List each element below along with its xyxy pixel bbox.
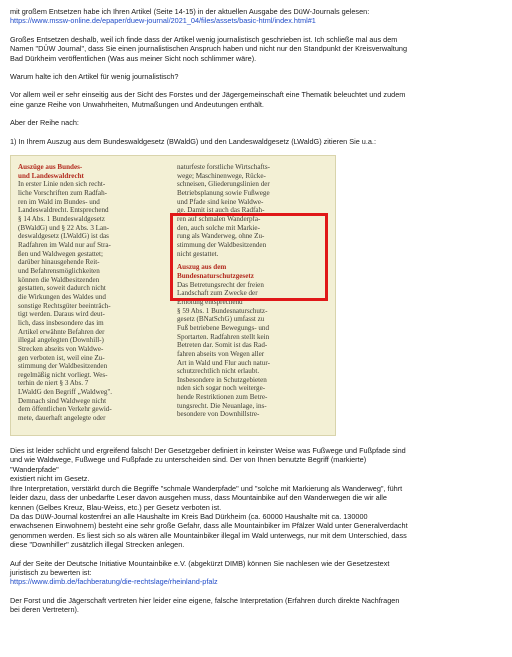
clipping-text-line: gestatten, soweit dadurch nicht [18,284,106,293]
clipping-text-line: Radfahren im Wald nur auf Stra- [18,240,111,249]
paragraph-6: Dies ist leider schlicht und ergreifend falsch! Der Gesetzgeber definiert in keinster Weise was Fußwege und Fußpfade sind und wie Waldwege, Fußwege und Fußpfade zu unterscheiden sind. Der von Ihnen benutzte Begriff (markierte) "Wanderpfade" existiert nicht im Gesetz. Ihre Interpretation, verstärkt durch die Begriffe "schmale Wanderpfade" und "solche mit Markierung als Wanderweg", führt leider dazu, dass der unbedarfte Leser davon ausgehen muss, dass Mountainbike auf den Wanderwegen die wir alle kennen (Gelbes Kreuz, Blau-Weiss, etc.) per Gesetz verboten ist. Da das DüW-Journal kostenfrei an alle Haushalte im Kreis Bad Dürkheim (ca. 60000 Haushalte mit ca. 130000 erwachsenen Einwohnern) besteht eine sehr große Gefahr, dass alle Mountainbiker im Pfälzer Wald unter Generalverdacht genommen werden. Es liest sich so als wären alle Mountainbiker illegal im Wald unterwegs, nur mit dem Unterschied, dass diese "Downhiller" zusätzlich illegal Strecken anlegen. [10,446,408,550]
highlight-marker [170,213,328,301]
paragraph-1: Großes Entsetzen deshalb, weil ich finde dass der Artikel wenig journalistisch geschrieben ist. Ich schließe mal aus dem Namen "DÜW Journal", dass Sie einen journalistischen Anspruch haben und nicht nur den Standpunkt der Kreisverwaltung Bad Dürkheim veröffentlichen (Was aus meiner Sicht noch schlimmer wäre). [10,34,408,63]
clipping-text-line: § 59 Abs. 1 Bundesnaturschutz- [177,306,268,315]
newspaper-clipping-image [10,155,336,436]
clipping-text-line: besondere von Downhillstre- [177,410,260,419]
clipping-heading-right: Auszug aus dem [177,263,227,272]
clipping-text-line: die Wirkungen des Waldes und [18,292,106,301]
clipping-text-line: gen verboten ist, weil eine Zu- [18,353,105,362]
clipping-text-line: Sportarten. Radfahren stellt kein [177,332,270,341]
clipping-text-line: dem öffentlichen Verkehr gewid- [18,405,112,414]
clipping-text-line: ge. Damit ist auch das Radfah- [177,206,265,215]
clipping-heading-left: Auszüge aus Bundes- [18,163,83,172]
dimb-link[interactable]: https://www.dimb.de/fachberatung/die-rechtslage/rheinland-pfalz [10,577,218,587]
paragraph-4: Aber der Reihe nach: [10,118,79,128]
clipping-text-line: stimmung der Waldbesitzenden [18,362,108,371]
clipping-text-line: ren auf schmalen Wanderpfa- [177,215,261,223]
clipping-text-line: fahren abseits von Wegen aller [177,349,265,358]
clipping-text-line: In erster Linie nden sich recht- [18,180,106,189]
paragraph-3: Vor allem weil er sehr einseitig aus der Sicht des Forstes und der Jägergemeinschaft eine Thematik beleuchtet und zudem eine ganze Reihe von Unwahrheiten, Mutmaßungen und Andeutungen enthält. [10,90,406,109]
clipping-text-line: rung als Wanderweg, ohne Zu- [177,232,265,241]
clipping-text-line: Betriebsplanung sowie Fußwege [177,189,270,198]
clipping-text-line: hende Restriktionen zum Betre- [177,393,268,402]
paragraph-8: Der Forst und die Jägerschaft vertreten hier leider eine eigene, falsche Interpretation (Erfahren durch direkte Nachfragen bei deren Vertretern). [10,595,400,615]
clipping-text-line: Strecken abseits von Waldwe- [18,344,104,353]
clipping-right-body [177,281,322,420]
clipping-text-line: ren im Wald im Bundes- und [18,197,100,206]
clipping-text-line: liche Vorschriften zum Radfah- [18,189,107,198]
clipping-text-line: illegal angelegten (Downhill-) [18,336,104,345]
clipping-text-line: schutzrechtlich nicht erlaubt. [177,367,260,376]
clipping-text-line: Landeswaldrecht. Entsprechend [18,206,109,215]
paragraph-5: 1) In Ihrem Auszug aus dem Bundeswaldgesetz (BWaldG) und den Landeswaldgesetz (LWaldG) zitieren Sie u.a.: [10,136,376,146]
clipping-text-line: terhin de niert § 3 Abs. 7 [18,379,89,388]
clipping-text-line: LWaldG den Begriff „Waldweg". [18,388,113,397]
clipping-text-line: tigt werden. Daraus wird deut- [18,310,105,319]
clipping-text-line: Erholung entsprechend [177,297,243,306]
clipping-text-line: können die Waldbesitzenden [18,275,100,284]
clipping-text-line: den, auch solche mit Markie- [177,223,260,232]
clipping-text-line: Landschaft zum Zwecke der [177,289,258,298]
intro-line: mit großem Entsetzen habe ich Ihren Artikel (Seite 14-15) in der aktuellen Ausgabe des DüW-Journals gelesen: [10,7,370,16]
clipping-text-line: und Pfade sind keine Waldwe- [177,197,264,206]
clipping-text-line: deswaldgesetz (LWaldG) ist das [18,232,109,241]
paragraph-7: Auf der Seite der Deutsche Initiative Mountainbike e.V. (abgekürzt DIMB) können Sie nachlesen wie der Gesetzestext juristisch zu bewerten ist: https://www.dimb.de/fachberatung/die-rechtslage/rheinland-pfalz [10,558,390,587]
clipping-text-line: Artikel erwähnte Befahren der [18,327,105,336]
clipping-text-line: lich, dass insbesondere das im [18,318,104,327]
clipping-text-line: Fuß betriebene Bewegungs- und [177,323,270,332]
clipping-text-line: tungsrecht. Die Neuanlage, ins- [177,401,267,410]
clipping-text-line: ßen und Waldwegen gestattet; [18,249,103,258]
clipping-text-line: sonstige Rechtsgüter beeinträch- [18,301,111,310]
clipping-text-line: stimmung der Waldbesitzenden [177,240,267,249]
clipping-text-line: wege; Maschinenwege, Rücke- [177,171,266,180]
clipping-text-line: (BWaldG) und § 22 Abs. 3 Lan- [18,223,110,232]
clipping-text-line: Demnach sind Waldwege nicht [18,396,107,405]
clipping-text-line: nden sich sogar noch weiterge- [177,384,266,393]
clipping-text-line: darüber hinausgehende Reit- [18,258,100,267]
journal-link[interactable]: https://www.mssw-online.de/epaper/duew-journal/2021_04/files/assets/basic-html/index.html#1 [10,16,316,26]
clipping-text-line: nicht gestattet. [177,249,219,258]
clipping-text-line: Insbesondere in Schutzgebieten [177,375,267,384]
clipping-right-column: naturfeste forstliche Wirtschafts- wege; Maschinenwege, Rücke- schneisen, Gliederungslinien der Betriebsplanung sowie Fußwege und Pfade sind keine Waldwe- ge. Damit ist auch das Radfah- ren auf schmalen Wanderpfa- den, auch solche mit Markie- rung als Wanderweg, ohne Zu- stimmung der Waldbesitzenden nicht gestattet. Auszug aus dem Bundesnaturschutzgesetz Das Betretungsrecht der freien Landschaft zum Zwecke der Erholung entsprechend § 59 Abs. 1 Bundesnaturschutz- gesetz (BNatSchG) umfasst zu Fuß betriebene Bewegungs- und Sportarten. Radfahren stellt kein Betreten dar. Somit ist das Rad- fahren abseits von Wegen aller Art in Wald und Flur auch natur- schutzrechtlich nicht erlaubt. Insbesondere in Schutzgebieten nden sich sogar noch weiterge- hende Restriktionen zum Betre- tungsrecht. Die Neuanlage, ins- besondere von Downhillstre- [177,163,322,419]
clipping-text-line: regelmäßig nicht vorliegt. Wes- [18,370,108,379]
clipping-text-line: naturfeste forstliche Wirtschafts- [177,163,270,172]
clipping-text-line: und Befahrensmöglichkeiten [18,266,100,275]
paragraph-2: Warum halte ich den Artikel für wenig journalistisch? [10,72,179,82]
clipping-text-line: Betreten dar. Somit ist das Rad- [177,341,268,350]
clipping-text-line: gesetz (BNatSchG) umfasst zu [177,315,265,324]
clipping-left-body [18,180,163,422]
clipping-text-line: Art in Wald und Flur auch natur- [177,358,270,367]
clipping-text-line: mete, dauerhaft angelegte oder [18,414,106,423]
clipping-text-line: § 14 Abs. 1 Bundeswaldgesetz [18,215,105,223]
clipping-left-column: Auszüge aus Bundes- und Landeswaldrecht In erster Linie nden sich recht- liche Vorschriften zum Radfah- ren im Wald im Bundes- und Landeswaldrecht. Entsprechend § 14 Abs. 1 Bundeswaldgesetz (BWaldG) und § 22 Abs. 3 Lan- deswaldgesetz (LWaldG) ist das Radfahren im Wald nur auf Stra- ßen und Waldwegen gestattet; darüber hinausgehende Reit- und Befahrensmöglichkeiten können die Waldbesitzenden gestatten, soweit dadurch nicht die Wirkungen des Waldes und sonstige Rechtsgüter beeinträch- tigt werden. Daraus wird deut- lich, dass insbesondere das im Artikel erwähnte Befahren der illegal angelegten (Downhill-) Strecken abseits von Waldwe- gen verboten ist, weil eine Zu- stimmung der Waldbesitzenden regelmäßig nicht vorliegt. Wes- terhin de niert § 3 Abs. 7 LWaldG den Begriff „Waldweg". Demnach sind Waldwege nicht dem öffentlichen Verkehr gewid- mete, dauerhaft angelegte oder [18,163,163,423]
clipping-text-line: schneisen, Gliederungslinien der [177,180,270,189]
clipping-text-line: Das Betretungsrecht der freien [177,280,264,289]
email-body [10,7,504,615]
